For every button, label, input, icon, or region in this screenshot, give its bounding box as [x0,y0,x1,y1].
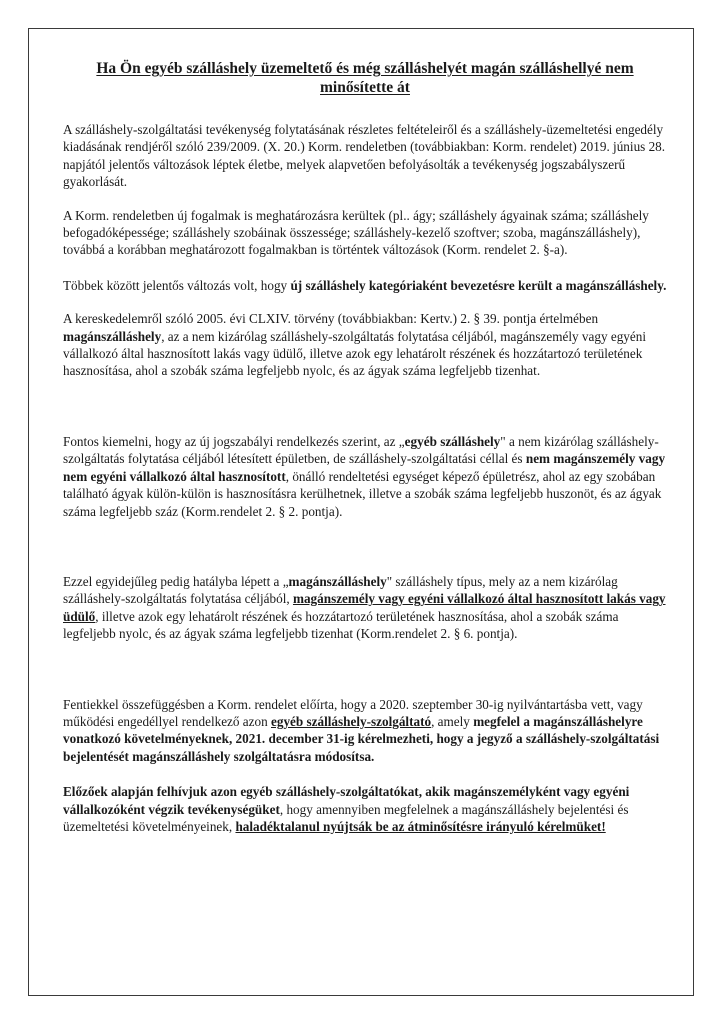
text-run: " a nem kizárólag szálláshely-szolgáltatás folytatása céljából létesített épületben, de szálláshely-szolgáltatási céllal és [63,433,659,467]
paragraph-new-category [63,277,667,294]
paragraph-kertv-definition [63,310,667,380]
paragraph-intro: A szálláshely-szolgáltatási tevékenység folytatásának részletes feltételeiről és a szálláshely-üzemeltetési engedély kiadásának rendjéről szóló 239/2009. (X. 20.) Korm. rendeletben (továbbiakban: Korm. rendelet) 2019. június 28. napjától jelentős változások léptek életbe, melyek alapvetően befolyásolták a tevékenység jogszabályszerű gyakorlását. [63,122,666,190]
document-body [63,59,667,835]
text-run: Többek között jelentős változás volt, hogy [63,277,291,293]
paragraph-egyeb-szallashely [63,433,667,520]
bold-text: új szálláshely kategóriaként bevezetésre került a magánszálláshely. [290,277,667,293]
bold-text: Előzőek alapján felhívjuk azon egyéb szálláshely-szolgáltatókat, akik magánszemélyként vagy egyéni vállalkozóként végzik tevékenységüket [63,784,630,817]
bold-text: magánszálláshely [288,573,387,589]
text-run: , önálló rendeltetési egységet képező épületrész, ahol az egy szobában található ágyak külön-külön is hasznosításra kerülhetnek, illetve a szobák száma legfeljebb huszonöt, és az ágyak száma legfeljebb száz (Korm.rendelet 2. § 2. pontja). [63,468,662,519]
bold-text: nem magánszemély vagy nem egyéni vállalkozó által hasznosított [63,451,666,484]
text-run: Fentiekkel összefüggésben a Korm. rendelet előírta, hogy a 2020. szeptember 30-ig nyilvántartásba vett, vagy működési engedéllyel rendelkező azon [63,696,643,729]
paragraph-new-concepts: A Korm. rendeletben új fogalmak is meghatározásra kerültek (pl.. ágy; szálláshely ágyainak száma; szálláshely befogadóképessége; szálláshely szobáinak összessége; szálláshely-kezelő szoftver; szoba, magánszálláshely), továbbá a korábban meghatározott fogalmakban is történtek változások (Korm. rendelet 2. §-a). [63,207,649,258]
text-run: " szálláshely típus, mely az a nem kizárólag szálláshely-szolgáltatás folytatása céljából, [63,573,618,607]
paragraph-call-to-action [63,783,667,835]
text-run: , az a nem kizárólag szálláshely-szolgáltatás folytatása céljából, magánszemély vagy egyéni vállalkozó által hasznosított lakás vagy üdülő, illetve azok egy lehatárolt részének és hozzátartozó területének hasznosítása, ahol a szobák száma legfeljebb nyolc, és az ágyak száma legfeljebb tizenhat. [63,328,646,379]
text-run: , illetve azok egy lehatárolt részének és hozzátartozó területének hasznosítása, ahol a szobák száma legfeljebb nyolc, és az ágyak száma legfeljebb tizenhat (Korm.rendelet 2. § 6. pontja). [63,608,619,642]
text-run: Ezzel egyidejűleg pedig hatályba lépett a „ [63,573,289,589]
paragraph-deadline [63,696,667,766]
document-page [28,28,694,996]
bold-text: egyéb szálláshely [404,433,501,449]
bold-underlined-text: magánszemély vagy egyéni vállalkozó által hasznosított lakás vagy üdülő [63,591,666,624]
text-run: A kereskedelemről szóló 2005. évi CLXIV. törvény (továbbiakban: Kertv.) 2. § 39. pontja értelmében [63,311,599,327]
bold-underlined-text: haladéktalanul nyújtsák be az átminősítésre irányuló kérelmüket! [235,818,606,834]
bold-underlined-text: egyéb szálláshely-szolgáltató [271,713,432,729]
bold-text: megfelel a magánszálláshelyre vonatkozó követelményeknek, 2021. december 31-ig kérelmezheti, hogy a jegyző a szálláshely-szolgáltatási bejelentését magánszálláshely szolgáltatásra módosítsa. [63,713,660,764]
paragraph-maganszallashely [63,573,667,643]
text-run: , hogy amennyiben megfelelnek a magánszálláshely bejelentési és üzemeltetési követelményeinek, [63,801,629,834]
text-run: , amely [431,713,474,729]
text-run: Fontos kiemelni, hogy az új jogszabályi rendelkezés szerint, az „ [63,433,405,449]
bold-text: magánszálláshely [63,328,162,344]
document-title: Ha Ön egyéb szálláshely üzemeltető és még szálláshelyét magán szálláshellyé nem minősítette át [96,60,634,96]
